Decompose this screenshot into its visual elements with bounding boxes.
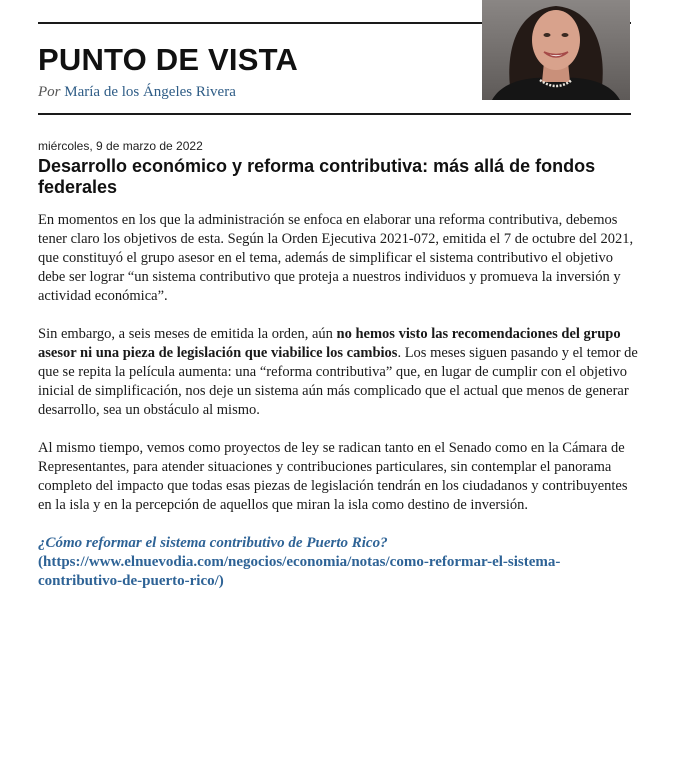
- article-headline: Desarrollo económico y reforma contributiva: más allá de fondos federales: [38, 156, 596, 197]
- byline-prefix: Por: [38, 84, 61, 100]
- byline: [38, 82, 236, 102]
- author-portrait-image: [482, 0, 630, 100]
- article-date: miércoles, 9 de marzo de 2022: [38, 139, 203, 153]
- paragraph-2: [38, 325, 638, 420]
- related-link-question[interactable]: ¿Cómo reformar el sistema contributivo de Puerto Rico?: [38, 535, 388, 551]
- related-link[interactable]: [38, 534, 638, 591]
- article-body: [38, 211, 638, 591]
- author-name[interactable]: María de los Ángeles Rivera: [64, 84, 236, 100]
- related-link-url[interactable]: (https://www.elnuevodia.com/negocios/economia/notas/como-reformar-el-sistema-contributivo-de-puerto-rico/): [38, 554, 561, 589]
- section-title: PUNTO DE VISTA: [38, 42, 299, 77]
- paragraph-1: En momentos en los que la administración se enfoca en elaborar una reforma contributiva, debemos tener claro los objetivos de esta. Según la Orden Ejecutiva 2021-072, emitida el 7 de octubre del 2021, que constituyó el grupo asesor en el tema, además de simplificar el sistema contributivo el objetivo debe ser lograr “un sistema contributivo que proteja a nuestros individuos y promueva la inversión y actividad económica”.: [38, 212, 634, 304]
- paragraph-2-start: Sin embargo, a seis meses de emitida la orden, aún: [38, 326, 337, 342]
- paragraph-2-emphasis: no hemos visto las recomendaciones del grupo asesor ni una pieza de legislación que viabilice los cambios: [38, 326, 621, 361]
- author-photo: [482, 0, 630, 100]
- paragraph-2-end: . Los meses siguen pasando y el temor de que se repita la película aumenta: una “reforma contributiva” que, en lugar de cumplir con el objetivo inicial de simplificación, nos deje un sistema aún más complicado que el actual que menos de generar desarrollo, sea un obstáculo al mismo.: [38, 345, 638, 418]
- paragraph-3: Al mismo tiempo, vemos como proyectos de ley se radican tanto en el Senado como en la Cámara de Representantes, para atender situaciones y contribuciones particulares, sin contemplar el panorama completo del impacto que todas esas piezas de legislación tendrán en los ciudadanos y contribuyentes en la isla y en la percepción de aquellos que miran la isla como destino de inversión.: [38, 440, 628, 513]
- header-divider: [38, 113, 631, 115]
